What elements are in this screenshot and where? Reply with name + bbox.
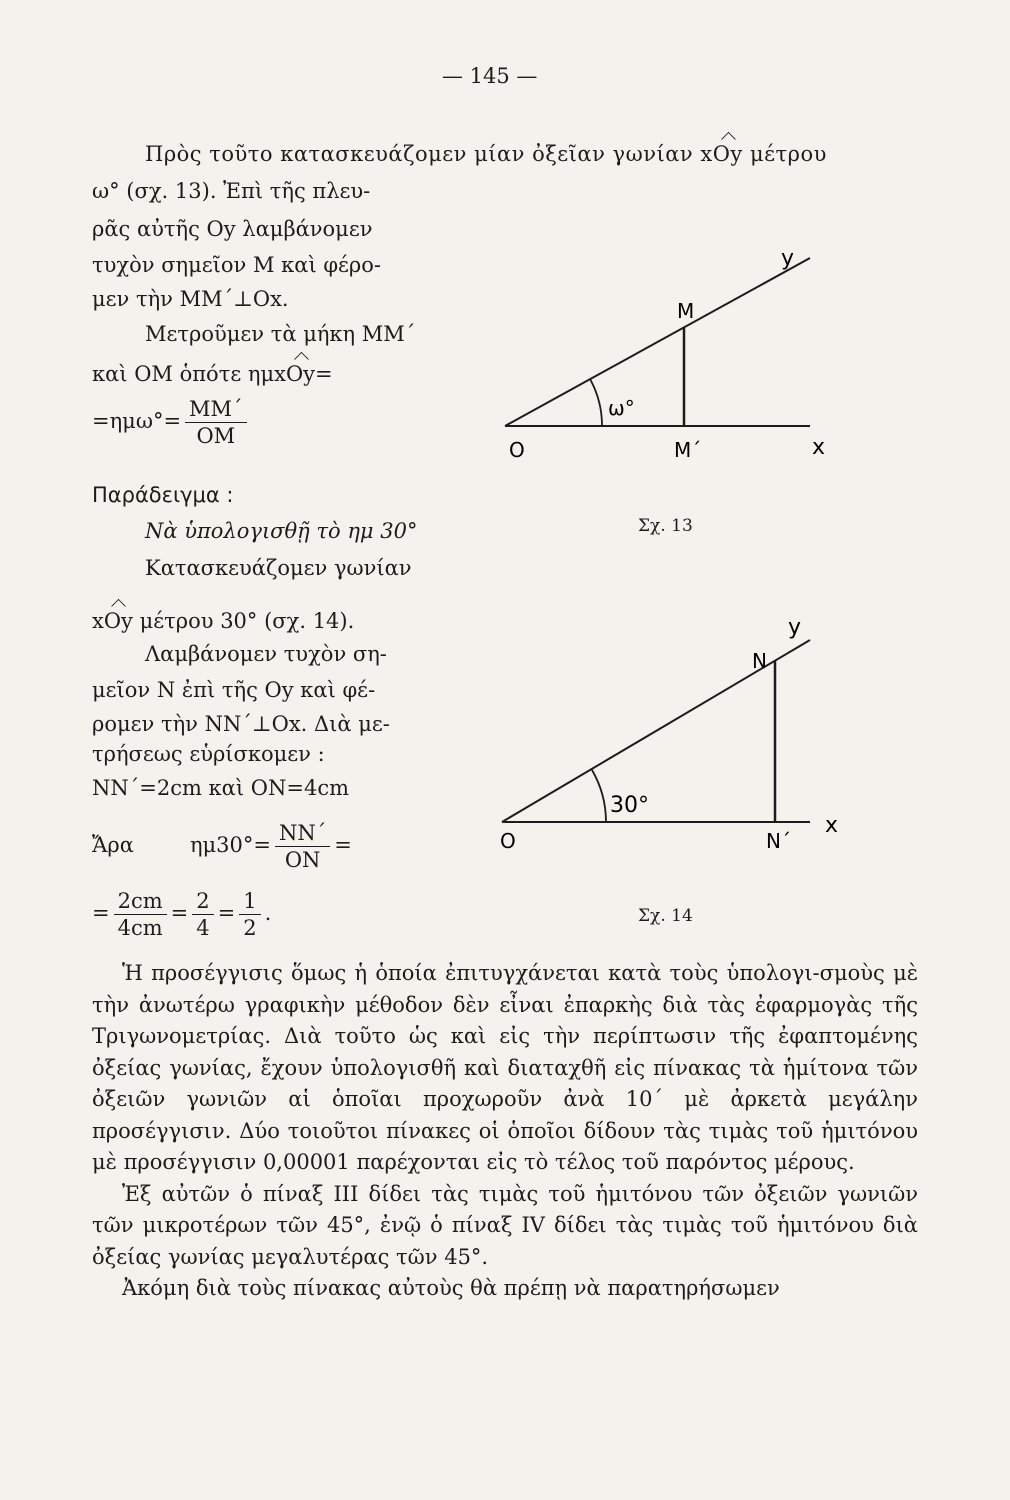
paragraph-3: Ἀκόμη διὰ τοὺς πίνακας αὐτοὺς θὰ πρέπῃ νὰ παρατηρήσωμεν: [122, 1276, 780, 1300]
intro-line-1: Πρὸς τοῦτο κατασκευάζομεν μίαν ὀξεῖαν γωνίαν xOy μέτρου: [145, 142, 827, 166]
example-line-5: ρομεν τὴν NN΄⊥Ox. Διὰ με-: [92, 712, 390, 736]
page-number: — 145 —: [442, 64, 538, 88]
intro-equation: =ημω°= $\frac{MM΄}{OM}$: [92, 396, 251, 449]
example-task: Νὰ ὑπολογισθῇ τὸ ημ 30°: [145, 519, 418, 543]
example-final-equation: = $\frac{2cm}{4cm}$ = $\frac{2}{4}$ = $\frac{1}{2}$ .: [92, 889, 272, 940]
body-text: [92, 958, 918, 1305]
fig14-label-nprime: N΄: [766, 829, 791, 853]
example-line-7: NN΄=2cm καὶ ON=4cm: [92, 776, 349, 800]
fig13-label-o: O: [509, 438, 525, 462]
fig13-label-y: y: [781, 246, 795, 271]
fig14-label-n: N: [752, 649, 767, 673]
example-ara-equation: Ἄρα ημ30°= $\frac{NN΄}{ON}$ =: [92, 821, 352, 872]
intro-line-2: ω° (σχ. 13). Ἐπὶ τῆς πλευ-: [92, 179, 371, 203]
intro-line-3: ρᾶς αὐτῆς Oy λαμβάνομεν: [92, 217, 373, 241]
fig14-angle-arc: [592, 770, 606, 822]
intro-line-4: τυχὸν σημεῖον M καὶ φέρο-: [92, 253, 382, 277]
example-line-4: μεῖον N ἐπὶ τῆς Oy καὶ φέ-: [92, 678, 376, 702]
intro-line-7: καὶ OM ὁπότε ημxOy=: [92, 362, 333, 386]
fig14-label-angle: 30°: [610, 793, 649, 818]
figure-13: [480, 240, 870, 480]
example-line-3: Λαμβάνομεν τυχὸν ση-: [145, 642, 387, 666]
fig13-caption: Σχ. 13: [638, 516, 693, 536]
paragraph-1: Ἡ προσέγγισις ὅμως ἡ ὁποία ἐπιτυγχάνεται κατὰ τοὺς ὑπολογι-σμοὺς μὲ τὴν ἀνωτέρω γραφικὴν μέθοδον δὲν εἶναι ἐπαρκὴς διὰ τὰς ἐφαρμογὰς τῆς Τριγωνομετρίας. Διὰ τοῦτο ὡς καὶ εἰς τὴν περίπτωσιν τῆς ἐφαπτομένης ὀξείας γωνίας, ἔχουν ὑπολογισθῆ καὶ διαταχθῆ εἰς πίνακας τὰ ἡμίτονα τῶν ὀξειῶν γωνιῶν αἱ ὁποῖαι προχωροῦν ἀνὰ 10΄ μὲ ἀρκετὰ μεγάλην προσέγγισιν. Δύο τοιοῦτοι πίνακες οἱ ὁποῖοι δίδουν τὰς τιμὰς τοῦ ἡμιτόνου μὲ προσέγγισιν 0,00001 παρέχονται εἰς τὸ τέλος τοῦ παρόντος μέρους.: [92, 961, 918, 1174]
fig13-label-m: M: [677, 299, 695, 323]
fig14-label-o: O: [500, 829, 516, 853]
example-line-2: xOy μέτρου 30° (σχ. 14).: [92, 609, 355, 633]
paragraph-2: Ἐξ αὐτῶν ὁ πίναξ III δίδει τὰς τιμὰς τοῦ ἡμιτόνου τῶν ὀξειῶν γωνιῶν τῶν μικροτέρων τῶν 45°, ἐνῷ ὁ πίναξ IV δίδει τὰς τιμὰς τοῦ ἡμιτόνου διὰ ὀξείας γωνίας μεγαλυτέρας τῶν 45°.: [92, 1181, 918, 1269]
fig14-label-x: x: [825, 813, 839, 838]
fig14-label-y: y: [788, 615, 802, 640]
example-line-6: τρήσεως εὑρίσκομεν :: [92, 742, 325, 766]
fig13-label-angle: ω°: [608, 396, 635, 420]
fig14-caption: Σχ. 14: [638, 906, 693, 926]
fig13-label-mprime: M΄: [674, 438, 702, 462]
intro-line-5: μεν τὴν MM΄⊥Ox.: [92, 287, 289, 311]
fig13-oy-ray: [505, 258, 810, 426]
intro-line-6: Μετροῦμεν τὰ μήκη MM΄: [145, 322, 416, 346]
example-heading: Παράδειγμα :: [92, 483, 234, 507]
figure-14: [480, 600, 870, 860]
fig13-angle-arc: [590, 379, 602, 426]
example-line-1: Κατασκευάζομεν γωνίαν: [145, 556, 412, 580]
fig13-label-x: x: [812, 435, 826, 460]
